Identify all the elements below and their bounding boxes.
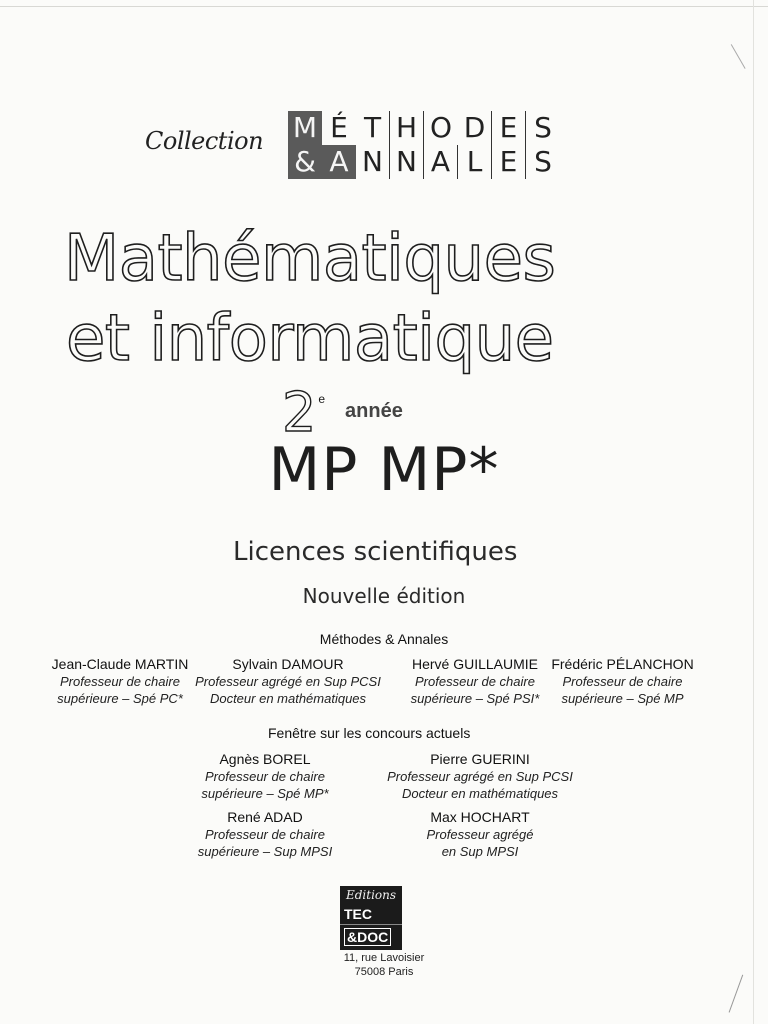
collection-letter: H (390, 111, 424, 145)
subtitle: Licences scientifiques (233, 537, 518, 567)
collection-letter: L (458, 145, 492, 179)
publisher-logo (340, 886, 402, 950)
collection-letter: A (322, 145, 356, 179)
year-word: année (345, 400, 403, 422)
author-role: supérieure – Sup MPSI (197, 844, 333, 859)
collection-row-annales (288, 145, 560, 179)
edition-label: Nouvelle édition (302, 584, 466, 608)
author-role: Professeur de chaire (415, 674, 535, 689)
collection-letter: N (390, 145, 424, 179)
scan-edge (0, 6, 768, 7)
author-role: Professeur de chaire (562, 674, 683, 689)
book-title-line-2: et informatique (66, 302, 554, 376)
book-title-line-1: Mathématiques (64, 222, 556, 296)
author-entry (185, 808, 345, 860)
logo-editions-text: Editions (345, 888, 397, 902)
scan-mark (731, 39, 755, 69)
collection-letter: E (492, 145, 526, 179)
author-name: Frédéric PÉLANCHON (551, 656, 694, 672)
author-entry (400, 655, 550, 707)
author-role: supérieure – Spé MP (561, 691, 684, 706)
publisher-address-city: 75008 Paris (354, 966, 414, 978)
author-entry (395, 808, 565, 860)
logo-tec-text: TEC (344, 906, 372, 922)
author-role: supérieure – Spé PC* (57, 691, 183, 706)
author-entry (190, 655, 386, 707)
section-heading-methodes: Méthodes & Annales (319, 631, 449, 647)
author-role: supérieure – Spé PSI* (410, 691, 540, 706)
author-name: Agnès BOREL (219, 751, 311, 767)
publisher-address-street: 11, rue Lavoisier (343, 952, 425, 964)
author-name: Sylvain DAMOUR (232, 656, 344, 672)
section-heading-fenetre: Fenêtre sur les concours actuels (268, 725, 471, 741)
collection-logo (288, 111, 560, 179)
author-role: Professeur agrégé (426, 827, 534, 842)
collection-letter: E (492, 111, 526, 145)
collection-letter: O (429, 111, 453, 144)
author-entry (40, 655, 200, 707)
author-role: Docteur en mathématiques (401, 786, 559, 801)
collection-letter: N (356, 145, 390, 179)
author-name: Jean-Claude MARTIN (51, 656, 189, 672)
author-name: Max HOCHART (430, 809, 530, 825)
author-name: Pierre GUERINI (430, 751, 530, 767)
author-name: Hervé GUILLAUMIE (411, 656, 539, 672)
author-name: René ADAD (227, 809, 303, 825)
year-superscript: e (318, 392, 326, 406)
year-number: 2 (282, 381, 317, 444)
author-role: Professeur de chaire (205, 769, 325, 784)
author-role: Professeur agrégé en Sup PCSI (387, 769, 573, 784)
author-entry (185, 750, 345, 802)
collection-letter: A (424, 145, 458, 179)
author-role: supérieure – Spé MP* (201, 786, 329, 801)
handwritten-collection-label: Collection (145, 127, 264, 155)
collection-letter: & (288, 145, 322, 179)
level-title: MP MP* (268, 435, 500, 505)
author-entry (545, 655, 700, 707)
author-role: Docteur en mathématiques (209, 691, 367, 706)
author-role: en Sup MPSI (441, 844, 519, 859)
year-label (282, 381, 403, 444)
scan-edge (753, 0, 754, 1024)
logo-doc-text: &DOC (344, 928, 391, 946)
collection-row-methodes (288, 111, 560, 145)
collection-letter: T (356, 111, 390, 145)
collection-letter: M (288, 111, 322, 145)
author-entry (375, 750, 585, 802)
author-role: Professeur agrégé en Sup PCSI (195, 674, 381, 689)
collection-letter: É (330, 111, 348, 144)
author-role: Professeur de chaire (60, 674, 180, 689)
collection-letter: S (534, 145, 552, 178)
collection-letter: D (458, 111, 492, 145)
author-role: Professeur de chaire (205, 827, 325, 842)
collection-letter: S (534, 111, 552, 144)
logo-divider (340, 924, 402, 925)
